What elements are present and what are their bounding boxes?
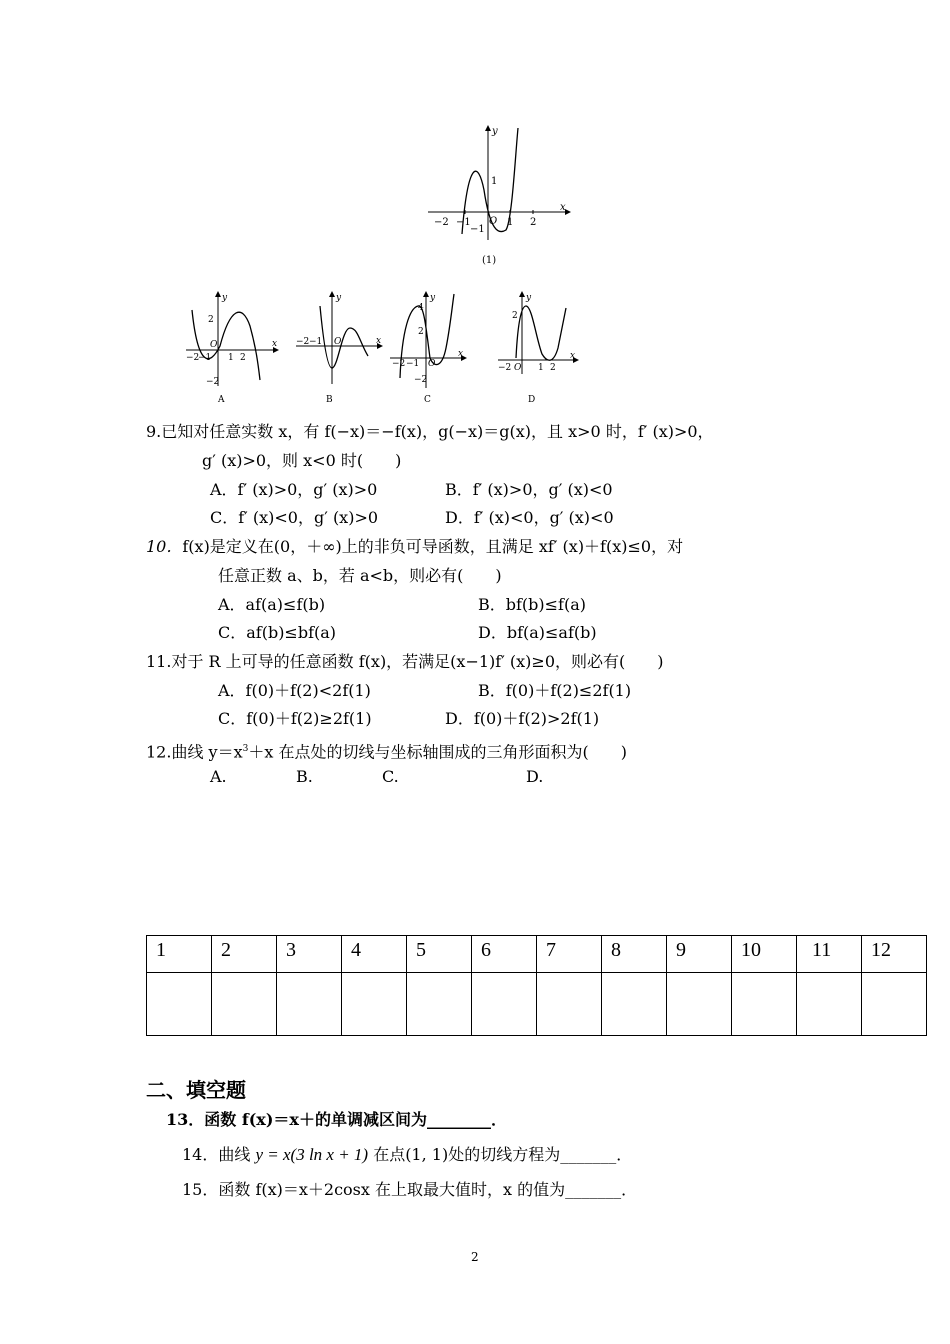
q14-text-post: 在点(1, 1)处的切线方程为_______．: [373, 1145, 633, 1164]
tick-label: −2: [414, 375, 428, 385]
answer-cell[interactable]: [732, 973, 797, 1036]
tick-label: 2: [208, 315, 214, 325]
q15: 15．函数 f(x)＝x＋2cosx 在上取最大值时，x 的值为_______．: [182, 1180, 638, 1199]
svg-text:x: x: [570, 351, 576, 361]
q10-option-d: D．bf(a)≤af(b): [478, 623, 597, 642]
tick-label: −2: [296, 337, 310, 347]
graph-c: [386, 288, 471, 406]
answer-cell[interactable]: [277, 973, 342, 1036]
svg-text:x: x: [272, 339, 278, 349]
page-number: 2: [471, 1250, 479, 1264]
answer-header-cell: 7: [537, 936, 602, 973]
q14-formula: y = x(3 ln x + 1): [255, 1145, 369, 1164]
q9-line2: g′ (x)>0，则 x<0 时( ): [202, 451, 402, 470]
tick-label: −1: [198, 353, 212, 363]
answer-cell[interactable]: [602, 973, 667, 1036]
tick-label: −2: [498, 363, 512, 373]
q10-text: f(x)是定义在(0，＋∞)上的非负可导函数，且满足 xf′ (x)＋f(x)≤0，对: [182, 537, 684, 556]
answer-cell[interactable]: [407, 973, 472, 1036]
tick-label: O: [428, 359, 436, 369]
q12-text-post: ＋x 在点处的切线与坐标轴围成的三角形面积为( ): [248, 742, 627, 762]
q9-option-d: D．f′ (x)<0，g′ (x)<0: [445, 508, 614, 527]
tick-label: −2: [206, 377, 220, 387]
q13: 13．函数 f(x)＝x＋的单调减区间为________．: [166, 1110, 507, 1129]
q9-line1: 9.已知对任意实数 x，有 f(−x)＝−f(x)，g(−x)＝g(x)，且 x>0 时，f′ (x)>0，: [146, 422, 714, 441]
tick-label: 4: [418, 303, 424, 313]
q10-option-b: B．bf(b)≤f(a): [478, 595, 587, 614]
tick-label: O: [210, 340, 218, 350]
graph-d: [494, 288, 584, 406]
q12-option-a: A.: [210, 767, 227, 786]
tick-label: −1: [406, 359, 420, 369]
answer-header-cell: 5: [407, 936, 472, 973]
q11-line1: 11.对于 R 上可导的任意函数 f(x)，若满足(x−1)f′ (x)≥0，则必有( ): [146, 652, 664, 671]
section-title: 二、填空题: [146, 1078, 246, 1102]
tick-label: 2: [240, 353, 246, 363]
q12-text-pre: 12.曲线 y＝x: [146, 742, 243, 762]
caption: C: [424, 395, 431, 405]
tick-label: 2: [550, 363, 556, 373]
answer-cell[interactable]: [797, 973, 862, 1036]
q10-option-c: C．af(b)≤bf(a): [218, 623, 337, 642]
answer-cell[interactable]: [472, 973, 537, 1036]
caption: B: [326, 395, 333, 405]
tick-label: 2: [512, 311, 518, 321]
answer-table-header: [147, 936, 927, 973]
q10-number: 10．: [146, 537, 183, 556]
answer-header-cell: 6: [472, 936, 537, 973]
tick-label: −1: [470, 224, 485, 235]
q12-exponent: 3: [242, 744, 249, 754]
tick-label: −2: [186, 353, 200, 363]
q10-line1: [146, 536, 683, 558]
svg-text:y: y: [526, 293, 532, 303]
q9-option-a: A．f′ (x)>0，g′ (x)>0: [210, 480, 378, 499]
graph-b: [292, 288, 387, 406]
q14: [182, 1144, 632, 1166]
q10-line2: 任意正数 a、b，若 a<b，则必有( ): [218, 566, 502, 585]
answer-cell[interactable]: [147, 973, 212, 1036]
svg-text:y: y: [336, 293, 342, 303]
q10-option-a: A．af(a)≤f(b): [218, 595, 326, 614]
caption: D: [528, 395, 536, 405]
tick-label: −2: [392, 359, 406, 369]
q11-option-d: D．f(0)＋f(2)>2f(1): [445, 709, 600, 728]
q11-option-b: B．f(0)＋f(2)≤2f(1): [478, 681, 632, 700]
graph-a: [180, 288, 285, 406]
answer-cell[interactable]: [342, 973, 407, 1036]
q9-option-b: B．f′ (x)>0，g′ (x)<0: [445, 480, 613, 499]
tick-label: O: [489, 216, 498, 227]
answer-header-cell: 3: [277, 936, 342, 973]
graph-main: [420, 120, 580, 270]
svg-text:y: y: [430, 293, 436, 303]
answer-cell[interactable]: [667, 973, 732, 1036]
q12-option-b: B.: [296, 767, 313, 786]
answer-header-cell: 12: [862, 936, 927, 973]
tick-label: −2: [434, 217, 449, 228]
svg-text:x: x: [458, 349, 464, 359]
y-label: y: [492, 126, 498, 137]
answer-cell[interactable]: [212, 973, 277, 1036]
answer-header-cell: 1: [147, 936, 212, 973]
answer-header-cell: 9: [667, 936, 732, 973]
tick-label: O: [334, 337, 342, 347]
answer-table: [146, 935, 927, 1036]
tick-label: 1: [228, 353, 234, 363]
tick-label: 1: [538, 363, 544, 373]
q14-text-pre: 14．曲线: [182, 1145, 251, 1164]
svg-text:x: x: [376, 336, 382, 346]
tick-label: 1: [491, 176, 498, 187]
svg-text:y: y: [222, 293, 228, 303]
answer-cell[interactable]: [862, 973, 927, 1036]
tick-label: −1: [456, 217, 471, 228]
tick-label: −1: [309, 337, 323, 347]
answer-cell[interactable]: [537, 973, 602, 1036]
answer-header-cell: 10: [732, 936, 797, 973]
q12-line1: [146, 738, 627, 763]
tick-label: O: [514, 363, 522, 373]
x-label: x: [560, 202, 566, 213]
caption: A: [218, 395, 225, 405]
q11-option-a: A．f(0)＋f(2)<2f(1): [218, 681, 371, 700]
tick-label: 2: [530, 217, 537, 228]
tick-label: 1: [507, 217, 514, 228]
caption: (1): [482, 255, 497, 266]
answer-header-cell: 8: [602, 936, 667, 973]
q12-option-c: C.: [382, 767, 399, 786]
answer-header-cell: 4: [342, 936, 407, 973]
tick-label: 2: [418, 327, 424, 337]
q12-option-d: D.: [526, 767, 544, 786]
answer-header-cell: 2: [212, 936, 277, 973]
answer-header-cell: 11: [797, 936, 862, 973]
q11-option-c: C．f(0)＋f(2)≥2f(1): [218, 709, 372, 728]
answer-table-row: [147, 973, 927, 1036]
q9-option-c: C．f′ (x)<0，g′ (x)>0: [210, 508, 379, 527]
